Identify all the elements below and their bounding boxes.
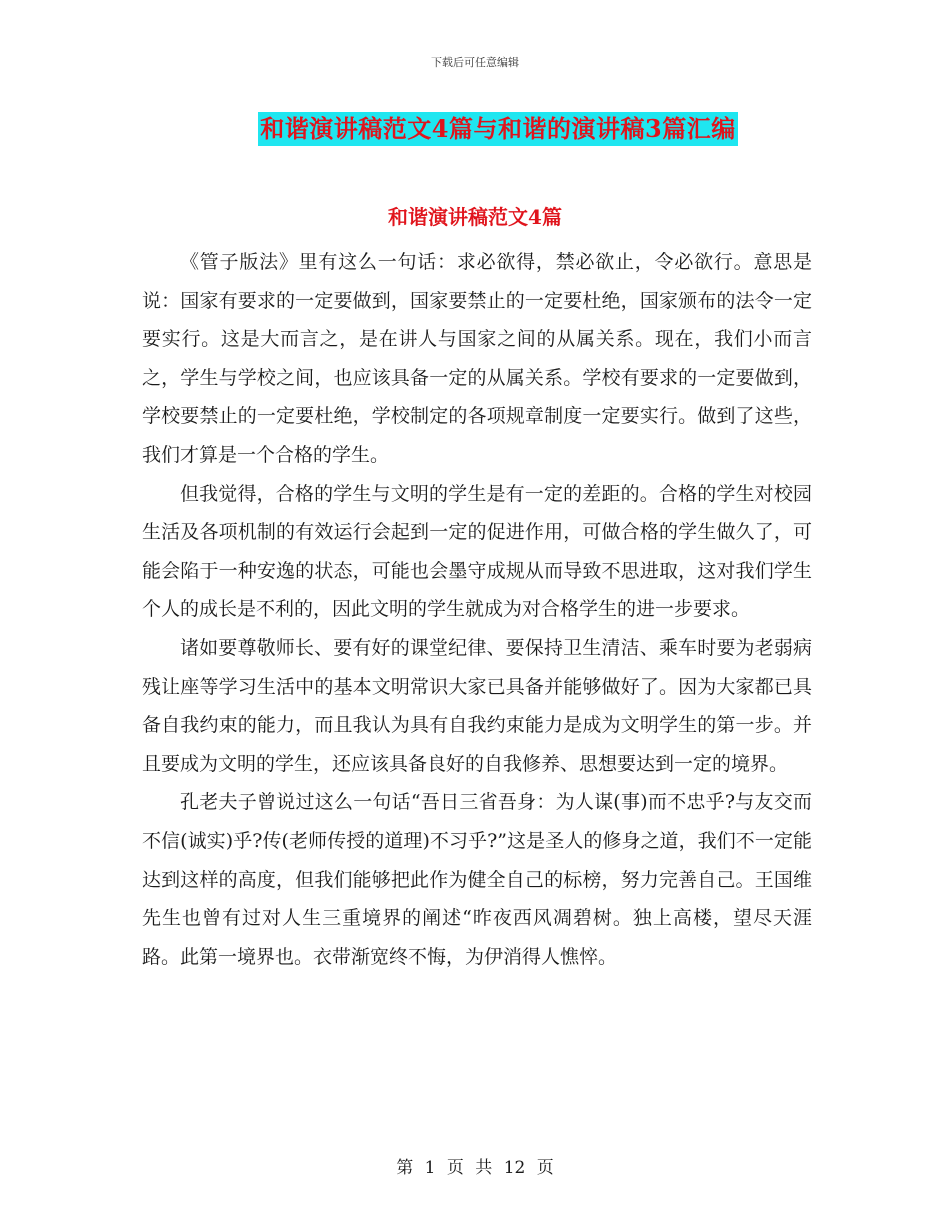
- paragraph: 《管子版法》里有这么一句话：求必欲得，禁必欲止，令必欲行。意思是说：国家有要求的一定要做到，国家要禁止的一定要杜绝，国家颁布的法令一定要实行。这是大而言之，是在讲人与国家之间的从属关系。现在，我们小而言之，学生与学校之间，也应该具备一定的从属关系。学校有要求的一定要做到，学校要禁止的一定要杜绝，学校制定的各项规章制度一定要实行。做到了这些，我们才算是一个合格的学生。: [142, 251, 812, 466]
- page-number-footer: 第 1 页 共 12 页: [396, 1158, 554, 1178]
- section-title: 和谐演讲稿范文4篇: [388, 205, 562, 229]
- page-header-note: 下载后可任意编辑: [431, 56, 519, 69]
- main-title-container: [0, 112, 950, 146]
- paragraph: 孔老夫子曾说过这么一句话“吾日三省吾身：为人谋(事)而不忠乎?与友交而不信(诚实)乎?传(老师传授的道理)不习乎?”这是圣人的修身之道，我们不一定能达到这样的高度，但我们能够把此作为健全自己的标榜，努力完善自己。王国维先生也曾有过对人生三重境界的阐述“昨夜西风凋碧树。独上高楼，望尽天涯路。此第一境界也。衣带渐宽终不悔，为伊消得人憔悴。: [142, 791, 812, 968]
- document-body: [142, 243, 812, 976]
- paragraph: 诸如要尊敬师长、要有好的课堂纪律、要保持卫生清洁、乘车时要为老弱病残让座等学习生活中的基本文明常识大家已具备并能够做好了。因为大家都已具备自我约束的能力，而且我认为具有自我约束能力是成为文明学生的第一步。并且要成为文明的学生，还应该具备良好的自我修养、思想要达到一定的境界。: [142, 636, 812, 775]
- paragraph: 但我觉得，合格的学生与文明的学生是有一定的差距的。合格的学生对校园生活及各项机制的有效运行会起到一定的促进作用，可做合格的学生做久了，可能会陷于一种安逸的状态，可能也会墨守成规从而导致不思进取，这对我们学生个人的成长是不利的，因此文明的学生就成为对合格学生的进一步要求。: [142, 482, 812, 621]
- main-title: 和谐演讲稿范文4篇与和谐的演讲稿3篇汇编: [258, 112, 737, 146]
